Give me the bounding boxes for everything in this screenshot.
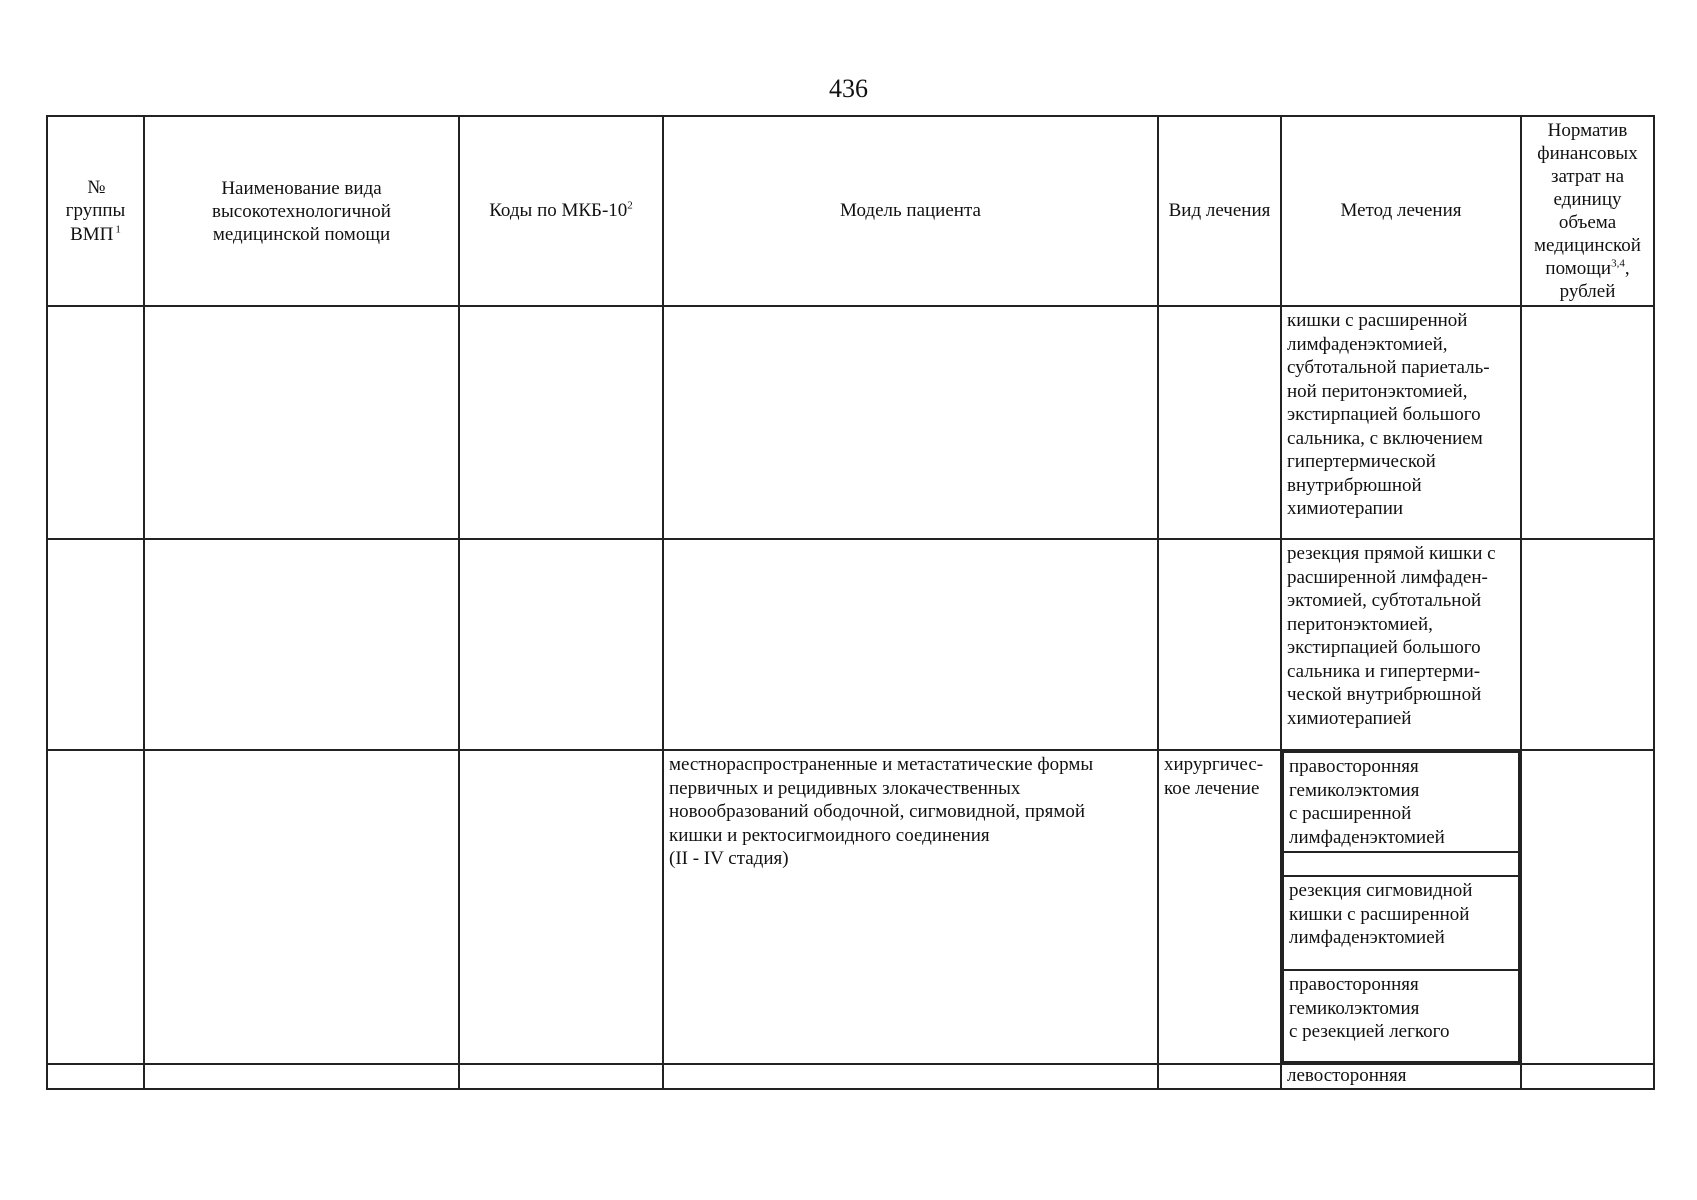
method-item: резекция сигмовидной кишки с расширенной лимфаденэктомией [1283, 876, 1519, 970]
cell-icd-codes [459, 539, 663, 750]
cell-treatment-method: левосторонняя [1281, 1064, 1521, 1089]
cell-icd-codes [459, 306, 663, 539]
cell-cost-norm [1521, 306, 1654, 539]
table-row [47, 1064, 1654, 1089]
cell-treatment-method: кишки с расширенной лимфаденэктомией, субтотальной париеталь- ной перитонэктомией, экстирпацией большого сальника, с включением гипертермической внутрибрюшной химиотерапии [1281, 306, 1521, 539]
header-group-no: № группы ВМП $^1$ [47, 116, 144, 306]
header-treatment-type: Вид лечения [1158, 116, 1281, 306]
cell-care-type [144, 539, 459, 750]
method-item: правосторонняя гемиколэктомия с резекцией легкого [1283, 970, 1519, 1062]
cell-patient-model: местнораспространенные и метастатические формы первичных и рецидивных злокачественных новообразований ободочной, сигмовидной, прямой кишки и ректосигмоидного соединения (II - IV стадия) [663, 750, 1158, 1064]
cell-treatment-type [1158, 306, 1281, 539]
cell-group-no [47, 306, 144, 539]
cell-treatment-method [1281, 750, 1521, 1064]
cell-group-no [47, 750, 144, 1064]
cell-cost-norm [1521, 1064, 1654, 1089]
medical-care-table [46, 115, 1655, 1090]
header-treatment-method: Метод лечения [1281, 116, 1521, 306]
page-number: 436 [829, 74, 868, 103]
cell-patient-model [663, 306, 1158, 539]
cell-icd-codes [459, 750, 663, 1064]
cell-treatment-type [1158, 539, 1281, 750]
cell-patient-model [663, 539, 1158, 750]
header-icd-codes: Коды по МКБ-$10^2$ [459, 116, 663, 306]
cell-icd-codes [459, 1064, 663, 1089]
header-care-type: Наименование вида высокотехнологичной медицинской помощи [144, 116, 459, 306]
cell-group-no [47, 1064, 144, 1089]
cell-patient-model [663, 1064, 1158, 1089]
table-row [47, 750, 1654, 1064]
header-patient-model: Модель пациента [663, 116, 1158, 306]
cell-care-type [144, 1064, 459, 1089]
cell-group-no [47, 539, 144, 750]
method-subtable [1282, 751, 1520, 1063]
cell-care-type [144, 306, 459, 539]
cell-treatment-method: резекция прямой кишки с расширенной лимфаден- эктомией, субтотальной перитонэктомией, экстирпацией большого сальника и гипертерми- ческой внутрибрюшной химиотерапией [1281, 539, 1521, 750]
cell-treatment-type [1158, 1064, 1281, 1089]
table-row [47, 306, 1654, 539]
cell-cost-norm [1521, 539, 1654, 750]
cell-treatment-type: хирургичес- кое лечение [1158, 750, 1281, 1064]
table-row [47, 539, 1654, 750]
cell-cost-norm [1521, 750, 1654, 1064]
cell-care-type [144, 750, 459, 1064]
method-item [1283, 852, 1519, 876]
header-cost-norm: Норматив финансовых затрат на единицу объема медицинской помощи$^{3,4}$, рублей [1521, 116, 1654, 306]
header-row [47, 116, 1654, 306]
method-item: правосторонняя гемиколэктомия с расширенной лимфаденэктомией [1283, 752, 1519, 852]
